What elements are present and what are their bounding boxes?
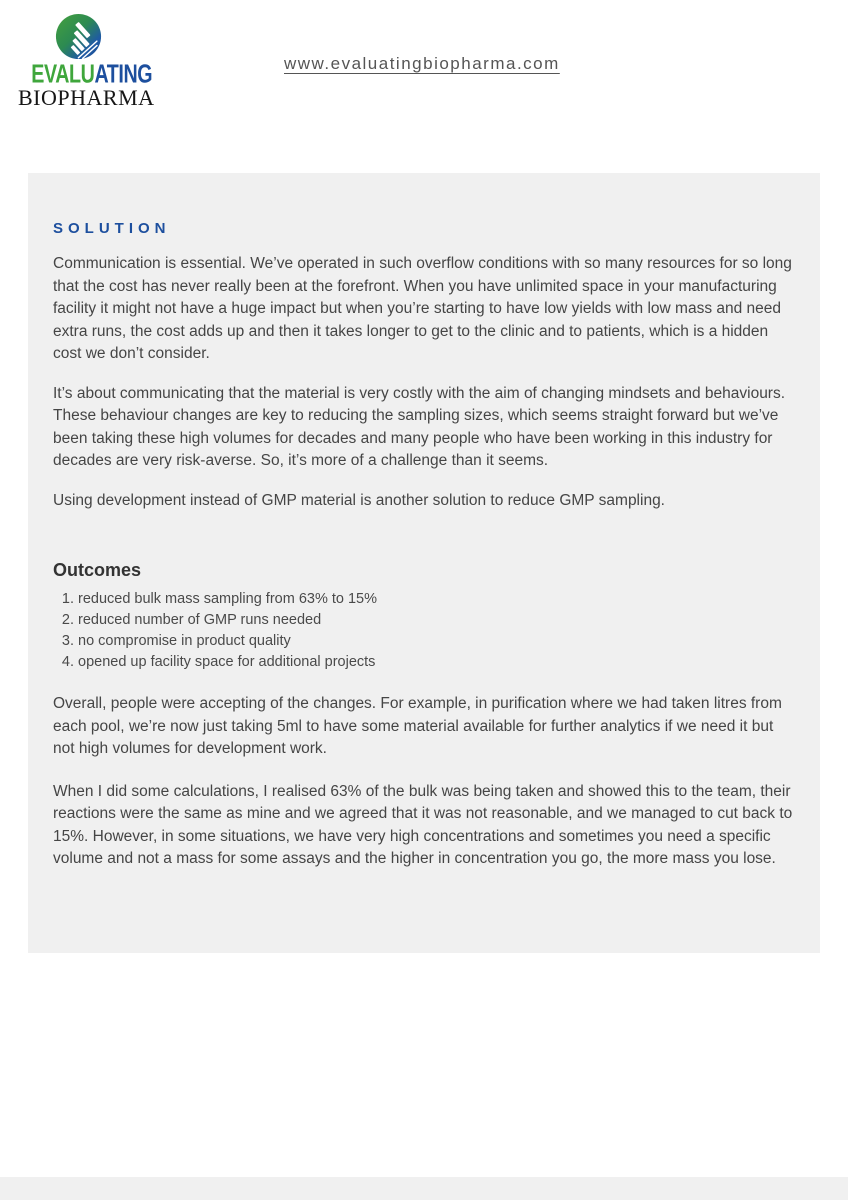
outcomes-list-item: 3. no compromise in product quality [78,631,795,652]
logo-wordmark-blue: ATING [94,59,153,89]
logo-wordmark [31,59,153,89]
logo-chart-globe-icon [55,13,102,60]
next-section-strip [0,1177,848,1200]
outcomes-list-item: 1. reduced bulk mass sampling from 63% to 15% [78,589,795,610]
outcomes-list [53,589,795,673]
outcomes-list-item: 4. opened up facility space for additional projects [78,652,795,673]
company-logo [18,10,155,110]
logo-wordmark-biopharma: BIOPHARMA [18,85,155,110]
logo-wordmark-green: EVALU [31,59,95,89]
solution-paragraph-3: Using development instead of GMP material is another solution to reduce GMP sampling. [53,491,665,509]
outcomes-heading: Outcomes [53,560,142,580]
solution-paragraph-1: Communication is essential. We’ve operated in such overflow conditions with so many resources for so long that the cost has never really been at the forefront. When you have unlimited space in your manufacturing facility it might not have a huge impact but when you’re starting to have low yields with low mass and need extra runs, the cost adds up and then it takes longer to get to the clinic and to patients, which is a hidden cost we don’t consider. [53,255,792,362]
outcomes-list-item: 2. reduced number of GMP runs needed [78,610,795,631]
closing-paragraph-2: When I did some calculations, I realised 63% of the bulk was being taken and showed this to the team, their reactions were the same as mine and we agreed that it was not reasonable, and we managed to cut back to 15%. However, in some situations, we have very high concentrations and sometimes you need a specific volume and not a mass for some assays and the higher in concentration you go, the more mass you lose. [53,782,793,867]
website-link[interactable]: www.evaluatingbiopharma.com [284,54,560,73]
content-card [28,173,820,953]
closing-paragraph-1: Overall, people were accepting of the changes. For example, in purification where we had taken litres from each pool, we’re now just taking 5ml to have some material available for further analytics if we need it but not high volumes for development work. [53,695,782,757]
solution-paragraph-2: It’s about communicating that the material is very costly with the aim of changing mindsets and behaviours. These behaviour changes are key to reducing the sampling sizes, which seems straight forward but we’ve been taking these high volumes for decades and many people who have been working in this industry for decades are very risk-averse. So, it’s more of a challenge than it seems. [53,384,786,469]
solution-heading: SOLUTION [53,220,171,237]
